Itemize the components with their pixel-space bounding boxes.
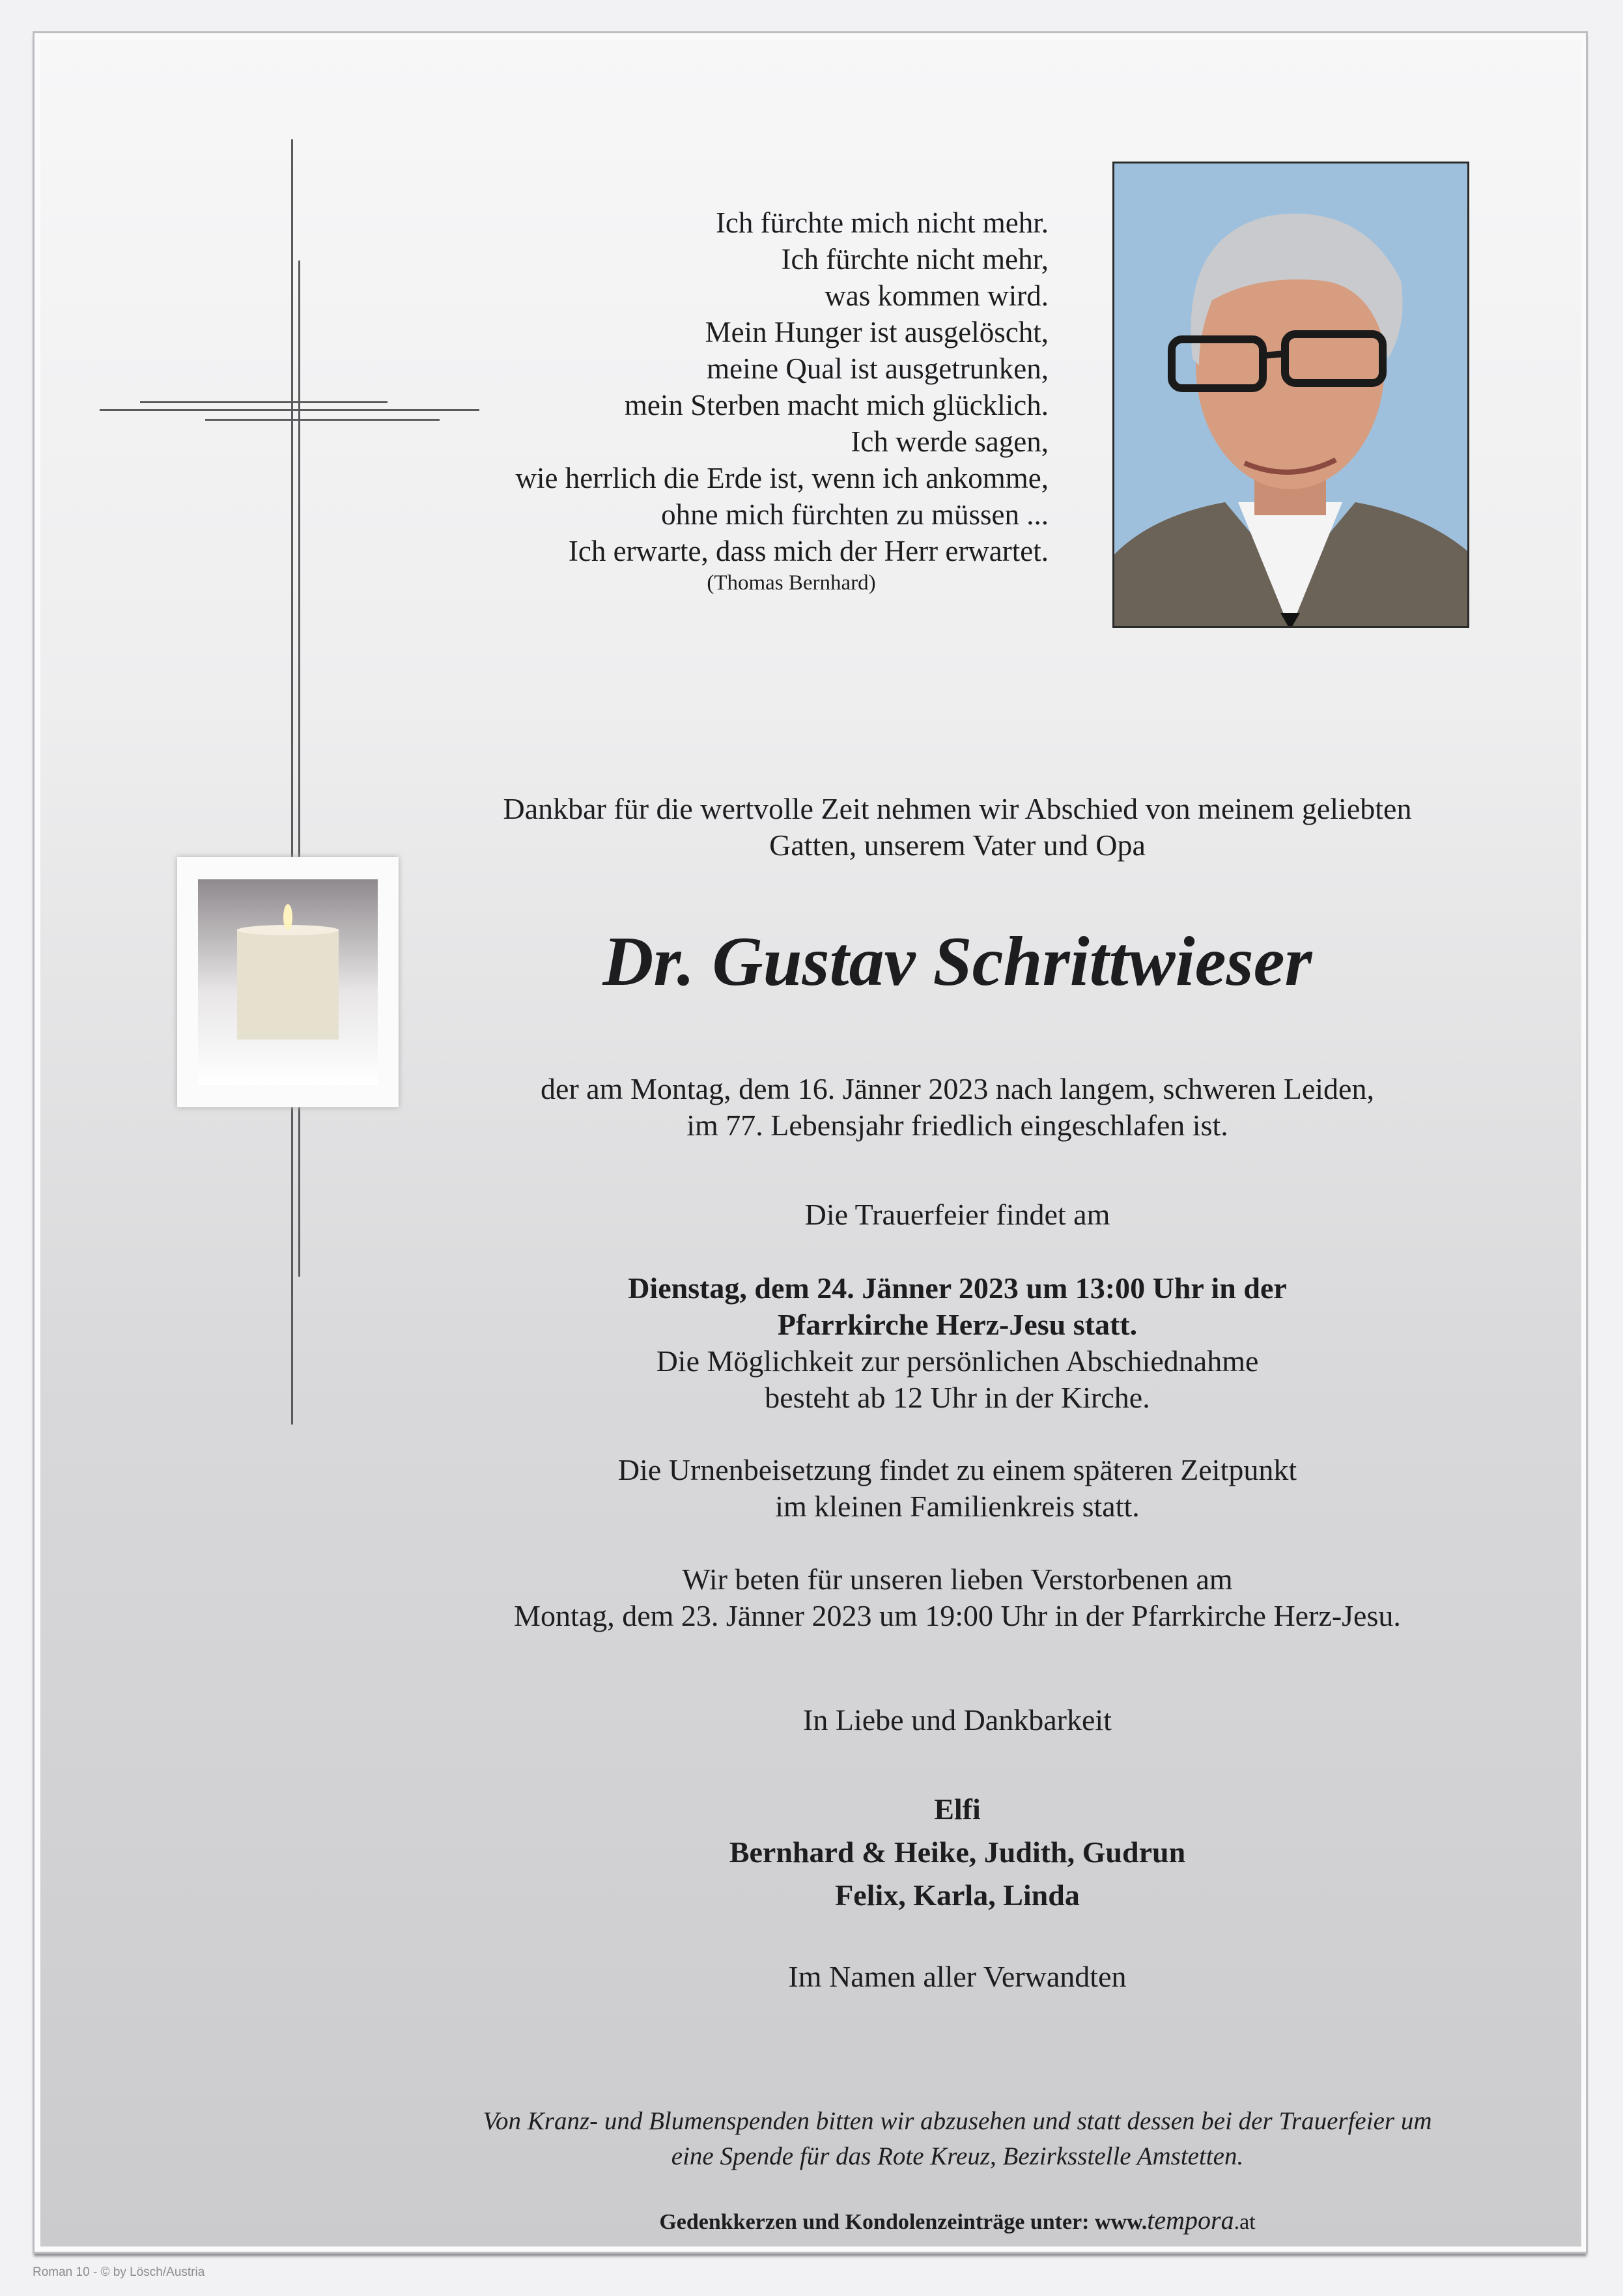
death-notice [456,1071,1459,1144]
poem-line: Ich fürchte mich nicht mehr. [715,206,1049,239]
credit: Roman 10 - © by Lösch/Austria [33,2265,205,2279]
website-label: Gedenkkerzen und Kondolenzeinträge unter: www. [659,2210,1148,2234]
donation-line: Von Kranz- und Blumenspenden bitten wir abzusehen und statt dessen bei der Trauerfeier um [483,2107,1432,2135]
donation-line: eine Spende für das Rote Kreuz, Bezirksstelle Amstetten. [671,2142,1244,2170]
website-brand-link[interactable]: tempora [1147,2205,1234,2235]
poem-author: (Thomas Bernhard) [707,571,876,595]
burial-notice [456,1452,1459,1525]
poem-line: ohne mich fürchten zu müssen ... [661,498,1049,531]
burial-line: im kleinen Familienkreis statt. [775,1490,1140,1523]
deceased-name: Dr. Gustav Schrittwieser [602,923,1312,1000]
death-line: im 77. Lebensjahr friedlich eingeschlafen ist. [686,1109,1228,1142]
portrait-photo [1112,162,1469,628]
intro-line: Gatten, unserem Vater und Opa [769,829,1146,862]
poem-line: mein Sterben macht mich glücklich. [624,389,1049,421]
farewell-line: Die Möglichkeit zur persönlichen Abschiednahme [656,1344,1259,1378]
candle-image [177,857,399,1107]
burial-line: Die Urnenbeisetzung findet zu einem späteren Zeitpunkt [617,1453,1297,1486]
family-names [456,1788,1459,1917]
intro-text [456,791,1459,864]
website-suffix: .at [1234,2210,1256,2234]
ceremony-line: Pfarrkirche Herz-Jesu statt. [777,1308,1138,1341]
poem-line: was kommen wird. [825,279,1049,312]
closing: In Liebe und Dankbarkeit [803,1703,1112,1736]
ceremony-details [456,1270,1459,1416]
poem [365,205,1049,597]
family-line: Felix, Karla, Linda [835,1878,1080,1912]
poem-line: Ich fürchte nicht mehr, [781,243,1049,276]
poem-line: Ich erwarte, dass mich der Herr erwartet. [568,535,1049,567]
intro-line: Dankbar für die wertvolle Zeit nehmen wir Abschied von meinem geliebten [503,792,1412,825]
donation-note [423,2104,1491,2174]
poem-line: Ich werde sagen, [851,425,1049,458]
prayer-notice [456,1561,1459,1634]
ceremony-intro: Die Trauerfeier findet am [804,1198,1110,1231]
poem-line: meine Qual ist ausgetrunken, [707,352,1049,385]
death-line: der am Montag, dem 16. Jänner 2023 nach langem, schweren Leiden, [541,1072,1374,1105]
poem-line: wie herrlich die Erde ist, wenn ich ankomme, [515,462,1049,494]
website-line [456,2202,1459,2241]
poem-line: Mein Hunger ist ausgelöscht, [705,316,1049,348]
prayer-line: Wir beten für unseren lieben Verstorbenen am [682,1563,1233,1596]
ceremony-line: Dienstag, dem 24. Jänner 2023 um 13:00 Uhr in der [628,1271,1287,1305]
family-line: Bernhard & Heike, Judith, Gudrun [729,1835,1186,1869]
relatives: Im Namen aller Verwandten [788,1960,1127,1993]
family-line: Elfi [934,1793,981,1826]
prayer-line: Montag, dem 23. Jänner 2023 um 19:00 Uhr in der Pfarrkirche Herz-Jesu. [514,1599,1401,1632]
farewell-line: besteht ab 12 Uhr in der Kirche. [765,1381,1150,1414]
